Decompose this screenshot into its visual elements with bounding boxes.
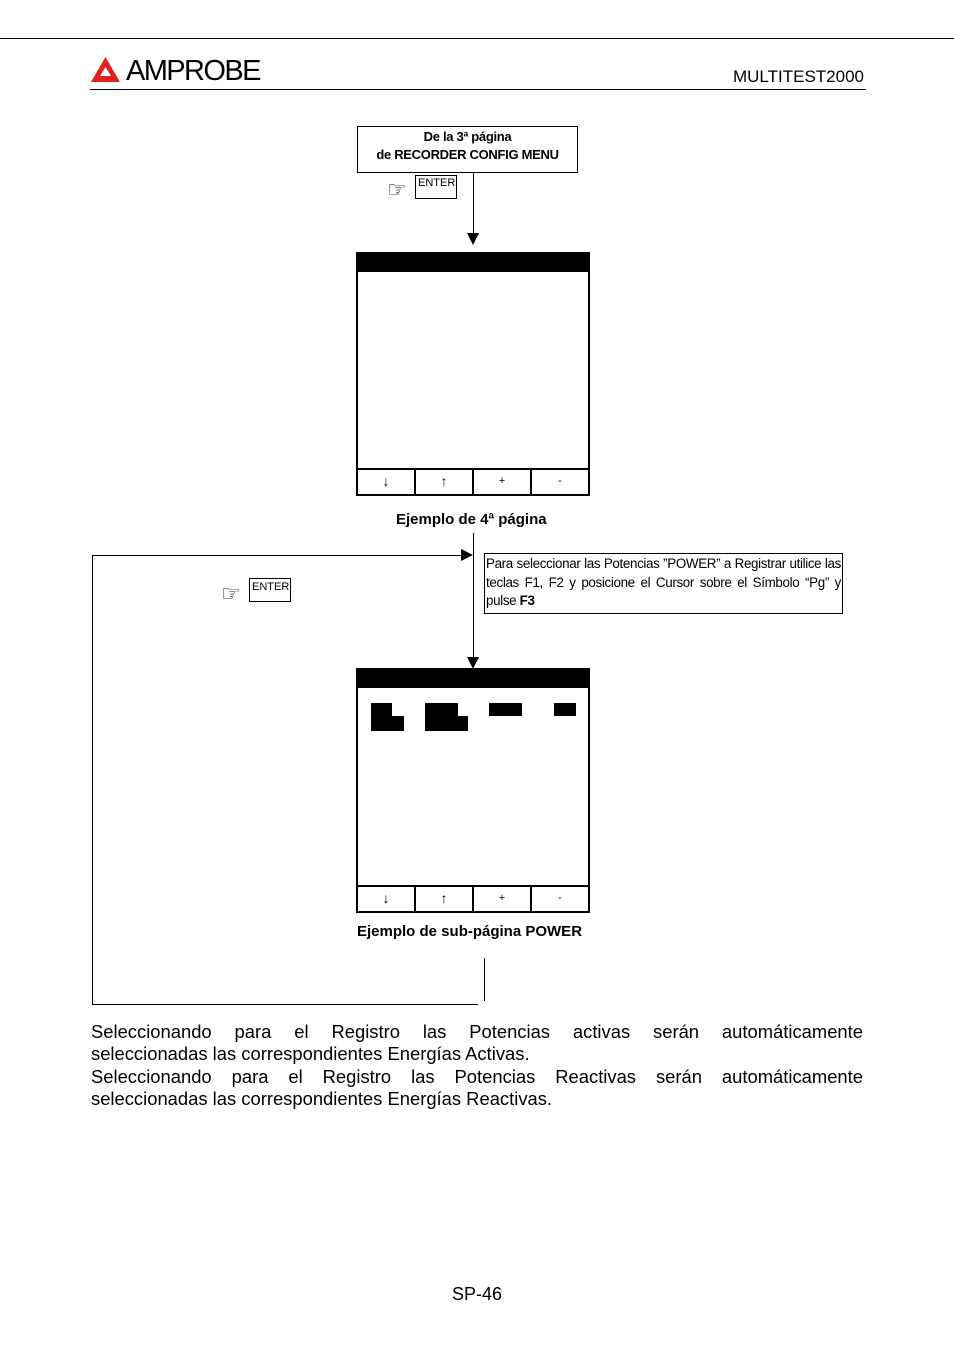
top-rule (0, 38, 954, 39)
screen-title-bar (358, 254, 588, 272)
caption-4th-page: Ejemplo de 4ª página (396, 511, 547, 528)
page-number: SP-46 (451, 1284, 503, 1304)
note-text: Para seleccionar las Potencias ”POWER” a Registrar utilice las teclas F1, F2 y posicione el Cursor sobre el Símbolo “Pg” y pulse (486, 556, 841, 608)
instruction-note (484, 553, 843, 614)
softkey-plus[interactable]: + (474, 887, 532, 911)
softkey-row (358, 468, 588, 494)
cursor-block-4 (554, 703, 576, 716)
brand-logo-text: AMPROBE (126, 55, 260, 87)
model-name: MULTITEST2000 (732, 67, 864, 86)
softkey-plus[interactable]: + (474, 470, 532, 494)
softkey-row (358, 885, 588, 911)
softkey-up[interactable]: ↑ (416, 470, 474, 494)
loop-top-line (92, 555, 462, 556)
softkey-down[interactable]: ↓ (358, 470, 416, 494)
arrow-right-icon (461, 549, 473, 561)
arrow-down-icon (467, 233, 479, 245)
loop-bottom-line (92, 1004, 478, 1005)
enter-key-1: ENTER (415, 175, 457, 199)
note-key-f3: F3 (519, 593, 535, 608)
enter-key-2: ENTER (249, 578, 291, 602)
softkey-minus[interactable]: - (558, 892, 562, 904)
softkey-minus[interactable]: - (558, 475, 562, 487)
source-menu-box (357, 126, 578, 173)
caption-power-subpage: Ejemplo de sub-página POWER (357, 923, 583, 940)
screen-title-bar (358, 670, 588, 688)
softkey-down[interactable]: ↓ (358, 887, 416, 911)
cursor-block-1b (371, 716, 404, 731)
softkey-up[interactable]: ↑ (416, 887, 474, 911)
cursor-block-3 (489, 703, 522, 716)
loop-left-line (92, 555, 93, 1005)
instrument-screen-1 (356, 252, 590, 496)
paragraph-1-line-2: seleccionadas las correspondientes Energías Activas. (91, 1043, 530, 1064)
warning-triangle-icon (90, 56, 121, 83)
connector-line-2 (473, 533, 474, 658)
source-box-line2: de RECORDER CONFIG MENU (376, 147, 559, 162)
paragraph-1-line-1: Seleccionando para el Registro las Potencias activas serán automáticamente (91, 1021, 863, 1042)
instrument-screen-2 (356, 668, 590, 913)
cursor-block-2b (425, 716, 468, 731)
paragraph-2-line-1: Seleccionando para el Registro las Potencias Reactivas serán automáticamente (91, 1066, 863, 1087)
paragraph-2-line-2: seleccionadas las correspondientes Energías Reactivas. (91, 1088, 553, 1109)
connector-line-1 (473, 173, 474, 235)
pointing-hand-icon: ☞ (221, 581, 241, 606)
pointing-hand-icon: ☞ (387, 177, 407, 202)
header-rule (90, 89, 866, 90)
source-box-line1: De la 3ª página (423, 129, 512, 144)
loop-right-line (484, 958, 485, 1001)
